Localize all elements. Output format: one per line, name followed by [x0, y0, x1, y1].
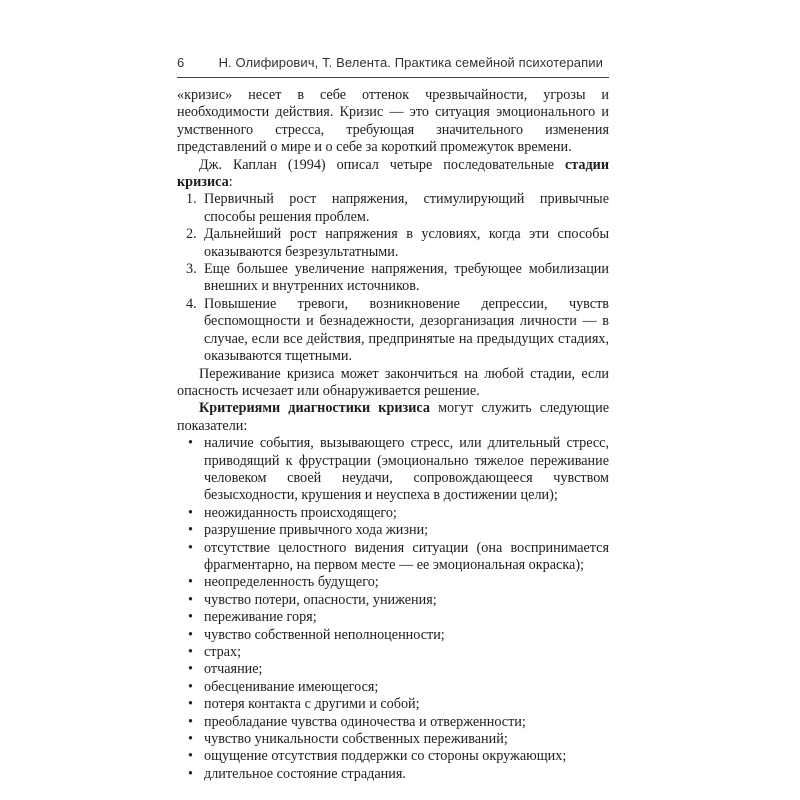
list-item [177, 574, 609, 591]
list-number: 1. [186, 191, 197, 208]
bullet-icon: • [188, 644, 193, 660]
bullet-icon: • [188, 696, 193, 713]
list-item-text: отсутствие целостного видения ситуации (она воспринимается фрагментарно, на первом месте — ее эмоциональная окраска); [204, 539, 609, 573]
paragraph-diagnostic-criteria [177, 400, 609, 435]
bullet-icon: • [188, 765, 193, 782]
list-item [177, 731, 609, 748]
list-item-text: ощущение отсутствия поддержки со стороны окружающих; [204, 748, 567, 765]
bullet-icon: • [188, 435, 193, 452]
list-number: 2. [186, 226, 197, 243]
list-item-text: Дальнейший рост напряжения в условиях, когда эти способы оказываются безрезультатными. [204, 226, 609, 260]
list-item-text: разрушение привычного хода жизни; [204, 522, 429, 539]
list-item [177, 679, 609, 696]
paragraph-text: : [228, 174, 233, 191]
bullet-icon: • [188, 574, 193, 591]
body-text [177, 87, 609, 783]
criteria-list [177, 435, 609, 783]
crisis-stages-list [177, 191, 609, 365]
list-item-text: Первичный рост напряжения, стимулирующий привычные способы решения проблем. [204, 191, 609, 225]
list-item [177, 592, 609, 609]
list-item [177, 661, 609, 678]
running-header [177, 55, 609, 78]
list-item [177, 644, 609, 661]
list-item-text: страх; [204, 644, 242, 660]
paragraph-text: Дж. Каплан (1994) описал четыре последовательные [199, 156, 565, 173]
list-item-text: длительное состояние страдания. [204, 765, 406, 782]
list-item [177, 609, 609, 626]
bold-term-crisis-stages: стадии кризиса [177, 156, 609, 191]
paragraph-caplan-stages [177, 157, 609, 192]
bullet-icon: • [188, 539, 193, 556]
list-item-text: Повышение тревоги, возникновение депрессии, чувств беспомощности и безнадежности, дезорганизация личности — в случае, если все действия, предпринятые на предыдущих стадиях, оказываются тщетными. [204, 295, 609, 365]
list-item-text: чувство собственной неполноценности; [204, 626, 445, 643]
list-item [177, 522, 609, 539]
list-item-text: потеря контакта с другими и собой; [204, 696, 420, 713]
bullet-icon: • [188, 591, 193, 608]
list-item [177, 505, 609, 522]
list-item [177, 766, 609, 783]
paragraph-text: могут служить следующие показатели: [177, 400, 609, 434]
list-item [177, 191, 609, 226]
bullet-icon: • [188, 748, 193, 765]
list-item [177, 435, 609, 505]
list-item-text: чувство потери, опасности, унижения; [204, 591, 437, 608]
paragraph-crisis-definition: «кризис» несет в себе оттенок чрезвычайности, угрозы и необходимости действия. Кризис — это ситуация эмоционального и умственного стресса, требующая значительного изменения представлений о мире и о себе за короткий промежуток времени. [177, 87, 609, 156]
list-item [177, 748, 609, 765]
bullet-icon: • [188, 713, 193, 730]
paragraph-crisis-outcome: Переживание кризиса может закончиться на любой стадии, если опасность исчезает или обнаруживается решение. [177, 365, 609, 399]
bullet-icon: • [188, 609, 193, 626]
list-item-text: Еще большее увеличение напряжения, требующее мобилизации внешних и внутренних источников. [204, 261, 609, 295]
list-item-text: обесценивание имеющегося; [204, 678, 379, 695]
list-item [177, 627, 609, 644]
bullet-icon: • [188, 626, 193, 643]
bullet-icon: • [188, 504, 193, 521]
list-item-text: неопределенность будущего; [204, 574, 379, 591]
list-item-text: переживание горя; [204, 609, 317, 626]
list-item [177, 226, 609, 261]
list-item-text: отчаяние; [204, 661, 263, 678]
bullet-icon: • [188, 731, 193, 748]
list-item [177, 714, 609, 731]
list-item-text: наличие события, вызывающего стресс, или длительный стресс, приводящий к фрустрации (эмоционально тяжелое переживание человеком своей неудачи, сопровождающееся чувством безысходности, крушения и неуспеха в достижении цели); [204, 435, 609, 504]
list-number: 4. [186, 295, 197, 312]
page-number: 6 [177, 55, 185, 70]
bullet-icon: • [188, 522, 193, 539]
list-item [177, 296, 609, 366]
bullet-icon: • [188, 661, 193, 678]
list-number: 3. [186, 261, 197, 278]
list-item [177, 540, 609, 575]
bold-term-diagnostic-criteria: Критериями диагностики кризиса [199, 400, 430, 417]
list-item [177, 261, 609, 296]
list-item [177, 696, 609, 713]
bullet-icon: • [188, 678, 193, 695]
list-item-text: неожиданность происходящего; [204, 504, 397, 521]
list-item-text: преобладание чувства одиночества и отверженности; [204, 713, 526, 730]
list-item-text: чувство уникальности собственных переживаний; [204, 731, 508, 748]
running-header-title: Н. Олифирович, Т. Велента. Практика семейной психотерапии [218, 55, 603, 70]
